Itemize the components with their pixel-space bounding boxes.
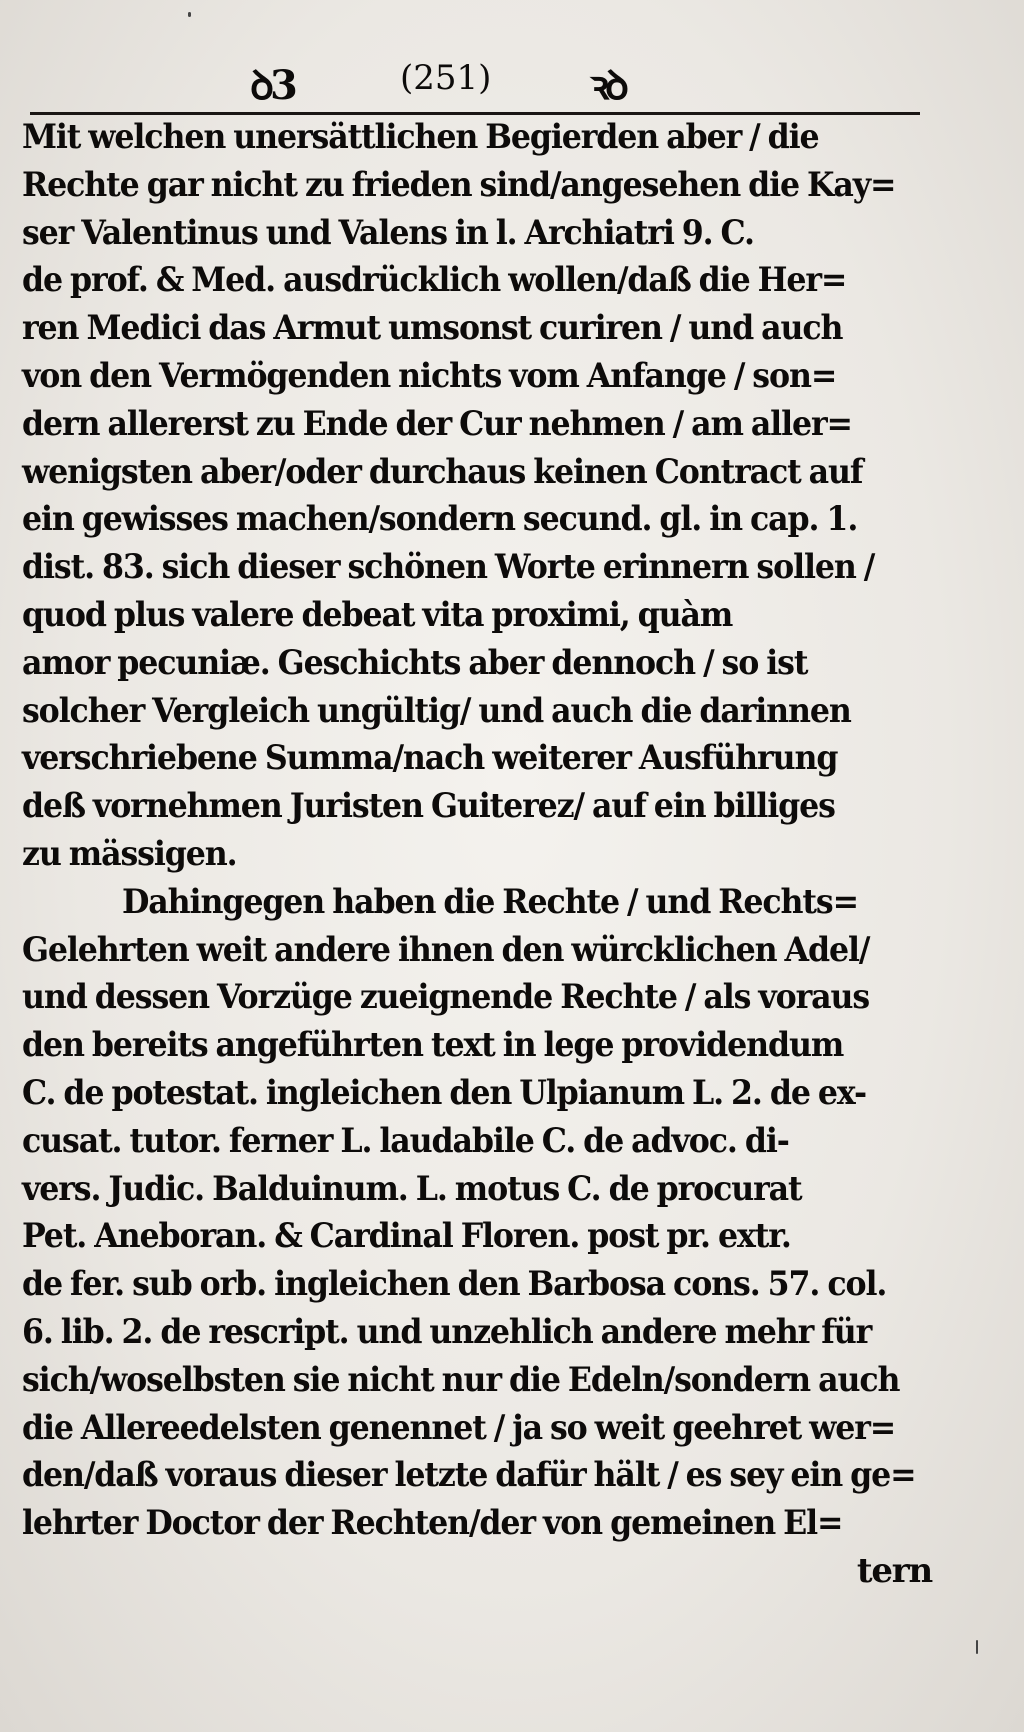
ink-speck — [976, 1640, 978, 1654]
line-text: deß vornehmen Juristen Guiterez/ auf ein billiges — [22, 786, 835, 827]
line-text: ren Medici das Armut umsonst curiren / und auch — [22, 308, 843, 349]
ornament-right: ꝛꝺ — [590, 62, 625, 109]
line-text: Mit welchen unersättlichen Begierden aber / die — [22, 117, 819, 157]
text-line — [22, 1213, 932, 1261]
catchword-text: tern — [856, 1550, 932, 1591]
line-text: zu mässigen. — [22, 833, 237, 874]
line-text: dern allererst zu Ende der Cur nehmen / am aller= — [22, 403, 852, 444]
line-text: von den Vermögenden nichts vom Anfange / son= — [22, 355, 837, 396]
page-number: (251) — [400, 58, 492, 98]
text-line — [22, 114, 932, 162]
text-line — [22, 1452, 932, 1500]
ink-speck — [188, 12, 191, 17]
text-line — [22, 831, 932, 879]
text-line — [22, 688, 932, 736]
line-text: cusat. tutor. ferner L. laudabile C. de advoc. di- — [22, 1120, 789, 1161]
line-text: Dahingegen haben die Rechte / und Rechts= — [122, 881, 858, 922]
text-line — [22, 305, 932, 353]
line-text: amor pecuniæ. Geschichts aber dennoch / so ist — [22, 642, 808, 683]
line-text: ser Valentinus und Valens in l. Archiatri 9. C. — [22, 212, 754, 253]
text-line — [22, 496, 932, 544]
line-text: wenigsten aber/oder durchaus keinen Contract auf — [22, 451, 863, 492]
text-line — [22, 162, 932, 210]
text-line — [22, 879, 932, 927]
text-line — [22, 783, 932, 831]
line-text: Pet. Aneboran. & Cardinal Floren. post pr. extr. — [22, 1216, 791, 1257]
text-line — [22, 1070, 932, 1118]
text-line — [22, 1166, 932, 1214]
line-text: de prof. & Med. ausdrücklich wollen/daß die Her= — [22, 260, 847, 301]
line-text: den bereits angeführten text in lege providendum — [22, 1025, 844, 1066]
line-text: ein gewisses machen/sondern secund. gl. in cap. 1. — [22, 499, 858, 540]
text-line — [22, 1022, 932, 1070]
text-line — [22, 544, 932, 592]
line-text: die Allereedelsten genennet / ja so weit geehret wer= — [22, 1407, 896, 1448]
line-text: dist. 83. sich dieser schönen Worte erinnern sollen / — [22, 547, 875, 588]
text-line — [22, 1261, 932, 1309]
line-text: de fer. sub orb. ingleichen den Barbosa cons. 57. col. — [22, 1264, 887, 1305]
ornament-left: ꝺ3 — [250, 62, 294, 109]
catchword — [22, 1548, 932, 1596]
text-line — [22, 735, 932, 783]
text-line — [22, 1309, 932, 1357]
text-line — [22, 449, 932, 497]
line-text: und dessen Vorzüge zueignende Rechte / als voraus — [22, 977, 870, 1018]
page-header — [250, 52, 670, 109]
line-text: sich/woselbsten sie nicht nur die Edeln/sondern auch — [22, 1359, 900, 1400]
text-line — [22, 1405, 932, 1453]
text-line — [22, 1357, 932, 1405]
line-text: den/daß voraus dieser letzte dafür hält / es sey ein ge= — [22, 1455, 916, 1496]
line-text: verschriebene Summa/nach weiterer Ausführung — [22, 738, 838, 779]
body-text — [22, 114, 932, 1596]
text-line — [22, 210, 932, 258]
line-text: C. de potestat. ingleichen den Ulpianum L. 2. de ex- — [22, 1072, 867, 1113]
text-line — [22, 927, 932, 975]
text-line — [22, 640, 932, 688]
text-line — [22, 1118, 932, 1166]
line-text: Rechte gar nicht zu frieden sind/angesehen die Kay= — [22, 164, 896, 205]
line-text: quod plus valere debeat vita proximi, quàm — [22, 594, 733, 635]
text-line — [22, 257, 932, 305]
line-text: 6. lib. 2. de rescript. und unzehlich andere mehr für — [22, 1311, 872, 1352]
text-line — [22, 353, 932, 401]
text-line — [22, 401, 932, 449]
line-text: lehrter Doctor der Rechten/der von gemeinen El= — [22, 1503, 843, 1544]
text-line — [22, 1500, 932, 1548]
text-line — [22, 974, 932, 1022]
line-text: Gelehrten weit andere ihnen den würcklichen Adel/ — [22, 929, 870, 970]
line-text: vers. Judic. Balduinum. L. motus C. de procurat — [22, 1168, 802, 1209]
text-line — [22, 592, 932, 640]
line-text: solcher Vergleich ungültig/ und auch die darinnen — [22, 690, 851, 731]
